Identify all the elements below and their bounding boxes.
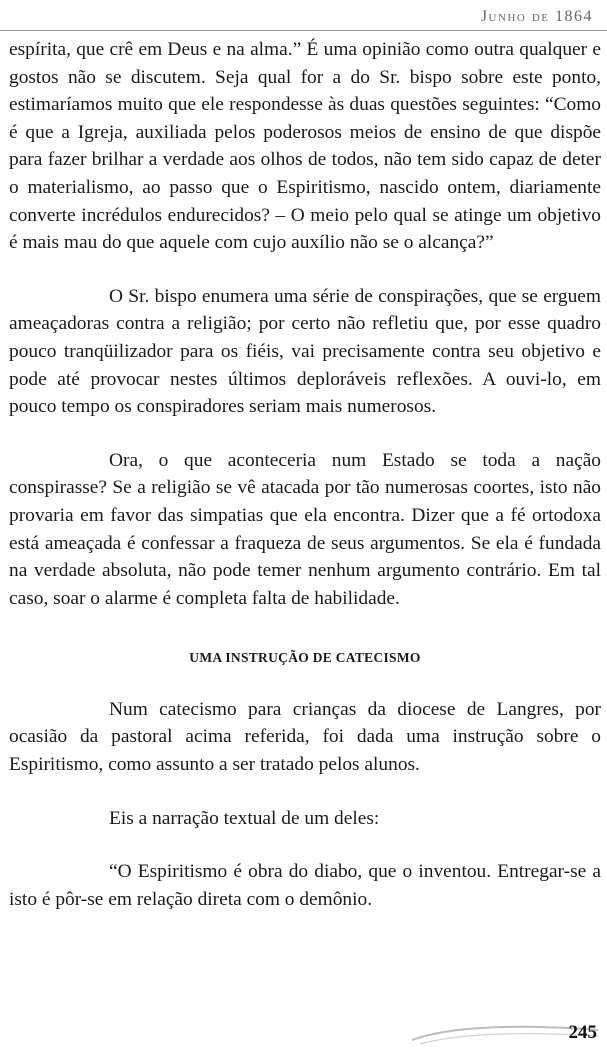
paragraph-3: Ora, o que aconteceria num Estado se toda a nação conspirasse? Se a religião se vê atacada por tão numerosas coortes, isto não provaria em favor das simpatias que ela encontra. Dizer que a fé ortodoxa está ameaçada é confessar a fraqueza de seus argumentos. Se ela é fundada na verdade absoluta, não pode temer nenhum argumento contrário. Em tal caso, soar o alarme é completa falta de habilidade. [9, 449, 601, 609]
running-header: Junho de 1864 [480, 8, 593, 25]
paragraph-6: “O Espiritismo é obra do diabo, que o inventou. Entregar-se a isto é pôr-se em relação direta com o demônio. [9, 861, 601, 910]
page-content [9, 36, 601, 913]
paragraph-2: O Sr. bispo enumera uma série de conspirações, que se erguem ameaçadoras contra a religião; por certo não refletiu que, por esse quadro pouco tranqüilizador para os fiéis, vai precisamente contra seu objetivo e pode até provocar nestes últimos deploráveis reflexões. A ouvi-lo, em pouco tempo os conspiradores seriam mais numerosos. [9, 285, 601, 418]
section-heading: UMA INSTRUÇÃO DE CATECISMO [189, 650, 421, 666]
paragraph-1: espírita, que crê em Deus e na alma.” É uma opinião como outra qualquer e gostos não se discutem. Seja qual for a do Sr. bispo sobre este ponto, estimaríamos muito que ele respondesse às duas questões seguintes: “Como é que a Igreja, auxiliada pelos poderosos meios de ensino de que dispõe para fazer brilhar a verdade aos olhos de todos, não tem sido capaz de deter o materialismo, ao passo que o Espiritismo, nascido ontem, diariamente converte incrédulos endurecidos? – O meio pelo qual se atinge um objetivo é mais mau do que aquele com cujo auxílio não se o alcança?” [9, 39, 601, 254]
paragraph-5: Eis a narração textual de um deles: [109, 807, 380, 829]
paragraph-4: Num catecismo para crianças da diocese de Langres, por ocasião da pastoral acima referida, foi dada uma instrução sobre o Espiritismo, como assunto a ser tratado pelos alunos. [9, 698, 601, 776]
header-rule [0, 30, 607, 31]
page-number: 245 [568, 1022, 597, 1043]
